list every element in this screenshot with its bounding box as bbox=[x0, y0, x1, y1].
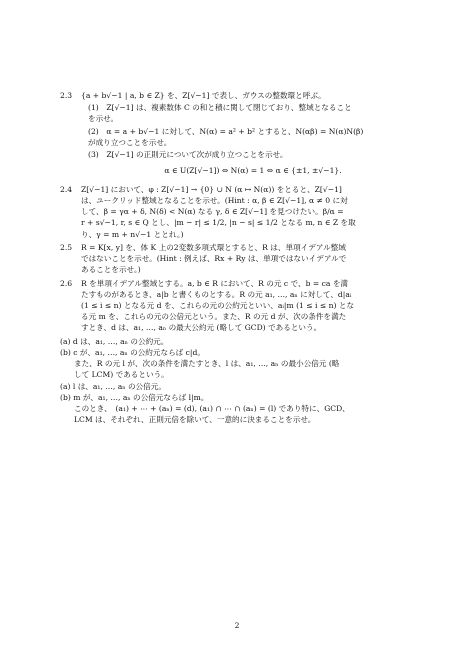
condition-line: (a) l は、a₁, …, aₙ の公倍元。 bbox=[60, 381, 166, 391]
problem-body bbox=[81, 242, 425, 276]
problem-2-6 bbox=[60, 278, 425, 334]
problem-body bbox=[81, 184, 425, 240]
condition-line: (a) d は、a₁, …, aₙ の公約元。 bbox=[60, 336, 169, 346]
problem-number: 2.6 bbox=[60, 278, 73, 288]
problem-number: 2.5 bbox=[60, 242, 73, 252]
problem-text-line: (1 ≤ i ≤ n) となる元 d を、これらの元の公約元といい、aᵢ|m (1 ≤ i ≤ n) とな bbox=[81, 300, 355, 310]
page-number: 2 bbox=[234, 621, 240, 630]
problem-list bbox=[60, 90, 425, 426]
problem-text-line: ではないことを示せ。(Hint : 例えば、Rx + Ry は、単項ではないイデアルで bbox=[81, 254, 347, 264]
problem-2-4 bbox=[60, 184, 425, 240]
problem-text-line: る元 m を、これらの元の公倍元という。また、R の元 d が、次の条件を満た bbox=[81, 312, 347, 322]
sub-question-3 bbox=[81, 149, 425, 160]
sub-question-line: (2) α = a + b√−1 に対して、N(α) = a² + b² とすると、N(αβ) = N(α)N(β) bbox=[88, 126, 364, 136]
problem-text-line: Z[√−1] において、φ : Z[√−1] → {0} ∪ N (α ↦ N(α)) をとると、Z[√−1] bbox=[81, 184, 342, 194]
problem-text-line: は、ユークリッド整域となることを示せ。(Hint : α, β ∈ Z[√−1], α ≠ 0 に対 bbox=[81, 195, 348, 205]
problem-text-line: して、β = γα + δ, N(δ) < N(α) なる γ, δ ∈ Z[√−1] を見つけたい。β/α = bbox=[81, 207, 344, 217]
problem-text-line: また、R の元 l が、次の条件を満たすとき、l は、a₁, …, aₙ の最小公倍元 (略 bbox=[74, 359, 340, 369]
problem-text-line: り、γ = m + n√−1 ととれ。) bbox=[81, 229, 184, 239]
problem-text-line: R を単項イデアル整域とする。a, b ∈ R において、R の元 c で、b = ca を満 bbox=[81, 278, 349, 288]
problem-text-line: して LCM) であるという。 bbox=[74, 370, 169, 380]
problem-number: 2.4 bbox=[60, 184, 73, 194]
problem-text-line: {a + b√−1 | a, b ∈ Z} を、Z[√−1] で表し、ガウスの整数環と呼ぶ。 bbox=[81, 91, 326, 100]
problem-2-5 bbox=[60, 242, 425, 276]
problem-text-line: あることを示せ。) bbox=[81, 265, 141, 275]
problem-text-line: たすものがあるとき、a|b と書くものとする。R の元 a₁, …, aₙ に対して、d|aᵢ bbox=[81, 289, 352, 299]
sub-question-line: が成り立つことを示せ。 bbox=[88, 137, 172, 147]
sub-question-2 bbox=[81, 126, 425, 148]
problem-text-line: R = K[x, y] を、体 K 上の2変数多項式環とすると、R は、単項イデアル整域 bbox=[81, 242, 346, 252]
condition-line: (b) m が、a₁, …, aₙ の公倍元ならば l|m。 bbox=[60, 392, 209, 402]
condition-line: (b) c が、a₁, …, aₙ の公約元ならば c|d。 bbox=[60, 347, 205, 357]
problem-body bbox=[81, 278, 425, 334]
sub-question-line: (3) Z[√−1] の正則元について次が成り立つことを示せ。 bbox=[88, 150, 288, 160]
sub-question-1 bbox=[81, 102, 425, 124]
problem-2-3 bbox=[60, 90, 425, 182]
problem-text-line: r + s√−1, r, s ∈ Q とし、|m − r| ≤ 1/2, |n − s| ≤ 1/2 となる m, n ∈ Z を取 bbox=[81, 218, 356, 228]
problem-text-line: このとき、 (a₁) + ⋯ + (aₙ) = (d), (a₁) ∩ ⋯ ∩ (aₙ) = (l) であり特に、GCD、 bbox=[74, 404, 350, 414]
sub-question-line: (1) Z[√−1] は、複素数体 C の和と積に関して閉じており、整域となること bbox=[88, 103, 352, 113]
problem-text-line: すとき、d は、a₁, …, aₙ の最大公約元 (略して GCD) であるという。 bbox=[81, 323, 322, 333]
problem-body bbox=[81, 90, 425, 182]
problem-number: 2.3 bbox=[60, 91, 73, 100]
problem-text-line: LCM は、それぞれ、正則元倍を除いて、一意的に決まることを示せ。 bbox=[74, 415, 316, 425]
display-equation: α ∈ U(Z[√−1]) ⇔ N(α) = 1 ⇔ α ∈ {±1, ±√−1}. bbox=[164, 166, 342, 176]
sub-question-line: を示せ。 bbox=[88, 114, 119, 124]
gcd-conditions bbox=[60, 336, 425, 426]
